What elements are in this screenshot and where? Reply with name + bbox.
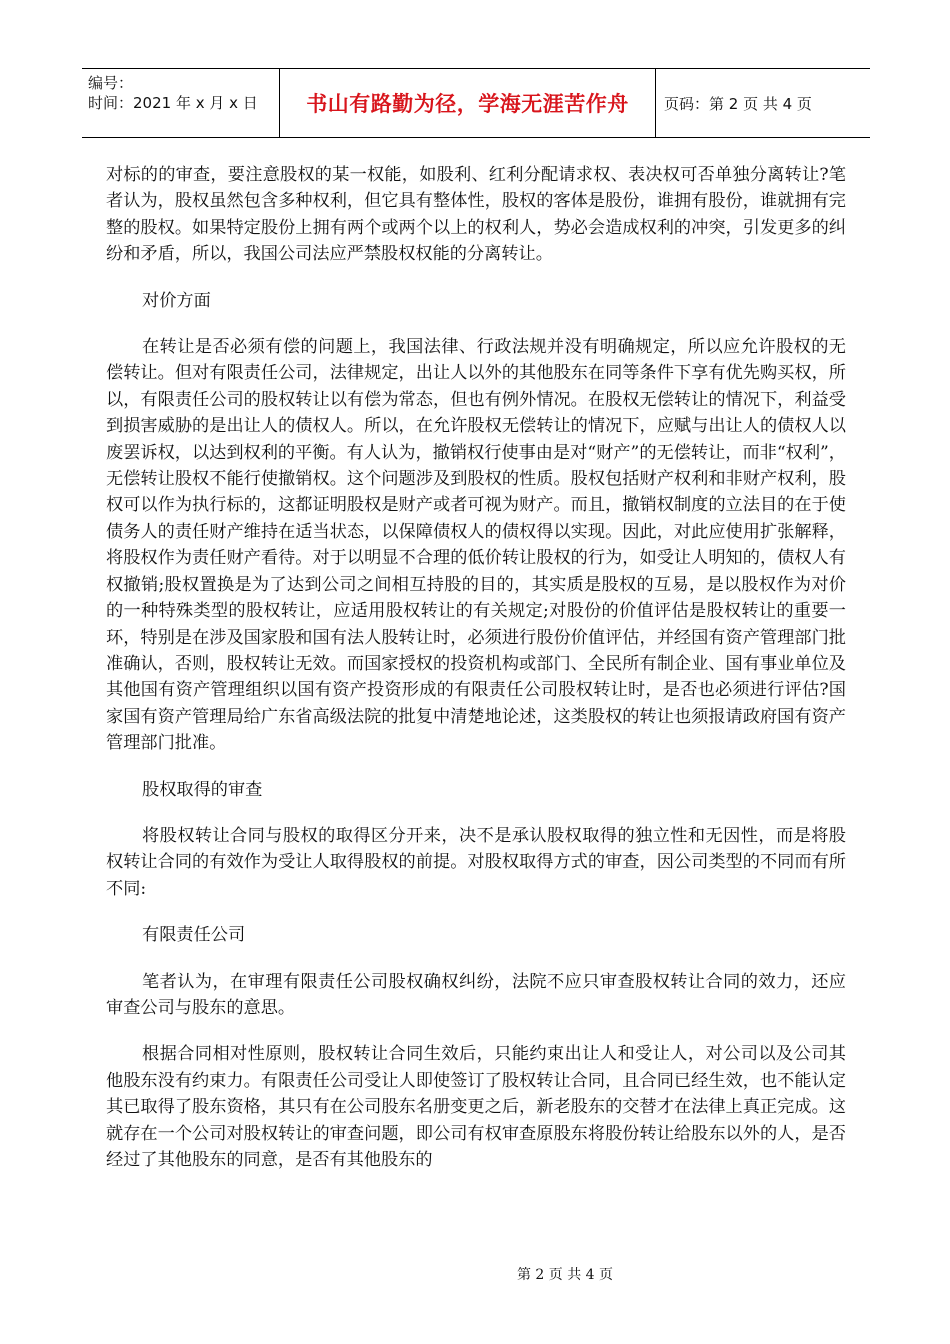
time-label: 时间：2021 年 x 月 x 日 [88,94,258,112]
paragraph-llc-opinion: 笔者认为，在审理有限责任公司股权确权纠纷，法院不应只审查股权转让合同的效力，还应审查公司与股东的意思。 [106,971,846,1018]
section-heading-consideration: 对价方面 [142,290,211,311]
header-page-cell [656,69,870,137]
paragraph-consideration: 在转让是否必须有偿的问题上，我国法律、行政法规并没有明确规定，所以应允许股权的无偿转让。但对有限责任公司，法律规定，出让人以外的其他股东在同等条件下享有优先购买权，所以，有限责任公司的股权转让以有偿为常态，但也有例外情况。在股权无偿转让的情况下，利益受到损害威胁的是出让人的债权人。所以，在允许股权无偿转让的情况下，应赋与出让人的债权人以废罢诉权，以达到权利的平衡。有人认为，撤销权行使事由是对“财产”的无偿转让，而非“权利”，无偿转让股权不能行使撤销权。这个问题涉及到股权的性质。股权包括财产权利和非财产权利，股权可以作为执行标的，这都证明股权是财产或者可视为财产。而且，撤销权制度的立法目的在于使债务人的责任财产维持在适当状态，以保障债权人的债权得以实现。因此，对此应使用扩张解释，将股权作为责任财产看待。对于以明显不合理的低价转让股权的行为，如受让人明知的，债权人有权撤销;股权置换是为了达到公司之间相互持股的目的，其实质是股权的互易，是以股权作为对价的一种特殊类型的股权转让，应适用股权转让的有关规定;对股份的价值评估是股权转让的重要一环，特别是在涉及国家股和国有法人股转让时，必须进行股份价值评估，并经国有资产管理部门批准确认，否则，股权转让无效。而国家授权的投资机构或部门、全民所有制企业、国有事业单位及其他国有资产管理组织以国有资产投资形成的有限责任公司股权转让时，是否也必须进行评估?国家国有资产管理局给广东省高级法院的批复中清楚地论述，这类股权的转让也须报请政府国有资产管理部门批准。 [106,337,846,754]
paragraph-equity-acquisition: 将股权转让合同与股权的取得区分开来，决不是承认股权取得的独立性和无因性，而是将股权转让合同的有效作为受让人取得股权的前提。对股权取得方式的审查，因公司类型的不同而有所不同: [106,825,846,899]
page-footer [0,1264,950,1284]
paragraph-contract-relativity: 根据合同相对性原则，股权转让合同生效后，只能约束出让人和受让人，对公司以及公司其他股东没有约束力。有限责任公司受让人即使签订了股权转让合同，且合同已经生效，也不能认定其已取得了股东资格，其只有在公司股东名册变更之后，新老股东的交替才在法律上真正完成。这就存在一个公司对股权转让的审查问题，即公司有权审查原股东将股份转让给股东以外的人，是否经过了其他股东的同意，是否有其他股东的 [106,1044,846,1170]
header-table [82,68,870,138]
serial-label: 编号： [88,74,134,92]
document-body [106,162,846,1193]
section-heading-llc: 有限责任公司 [142,925,246,946]
section-heading-equity-acquisition: 股权取得的审查 [142,779,263,800]
header-motto-cell [280,69,656,137]
header-left-cell [82,69,280,137]
footer-page-number: 第 2 页 共 4 页 [516,1267,614,1283]
paragraph-continued: 对标的的审查，要注意股权的某一权能，如股利、红利分配请求权、表决权可否单独分离转让?笔者认为，股权虽然包含多种权利，但它具有整体性，股权的客体是股份，谁拥有股份，谁就拥有完整的股权。如果特定股份上拥有两个或两个以上的权利人，势必会造成权利的冲突，引发更多的纠纷和矛盾，所以，我国公司法应严禁股权权能的分离转让。 [106,165,846,265]
page-info: 页码：第 2 页 共 4 页 [664,94,812,113]
motto-text: 书山有路勤为径，学海无涯苦作舟 [306,92,629,116]
